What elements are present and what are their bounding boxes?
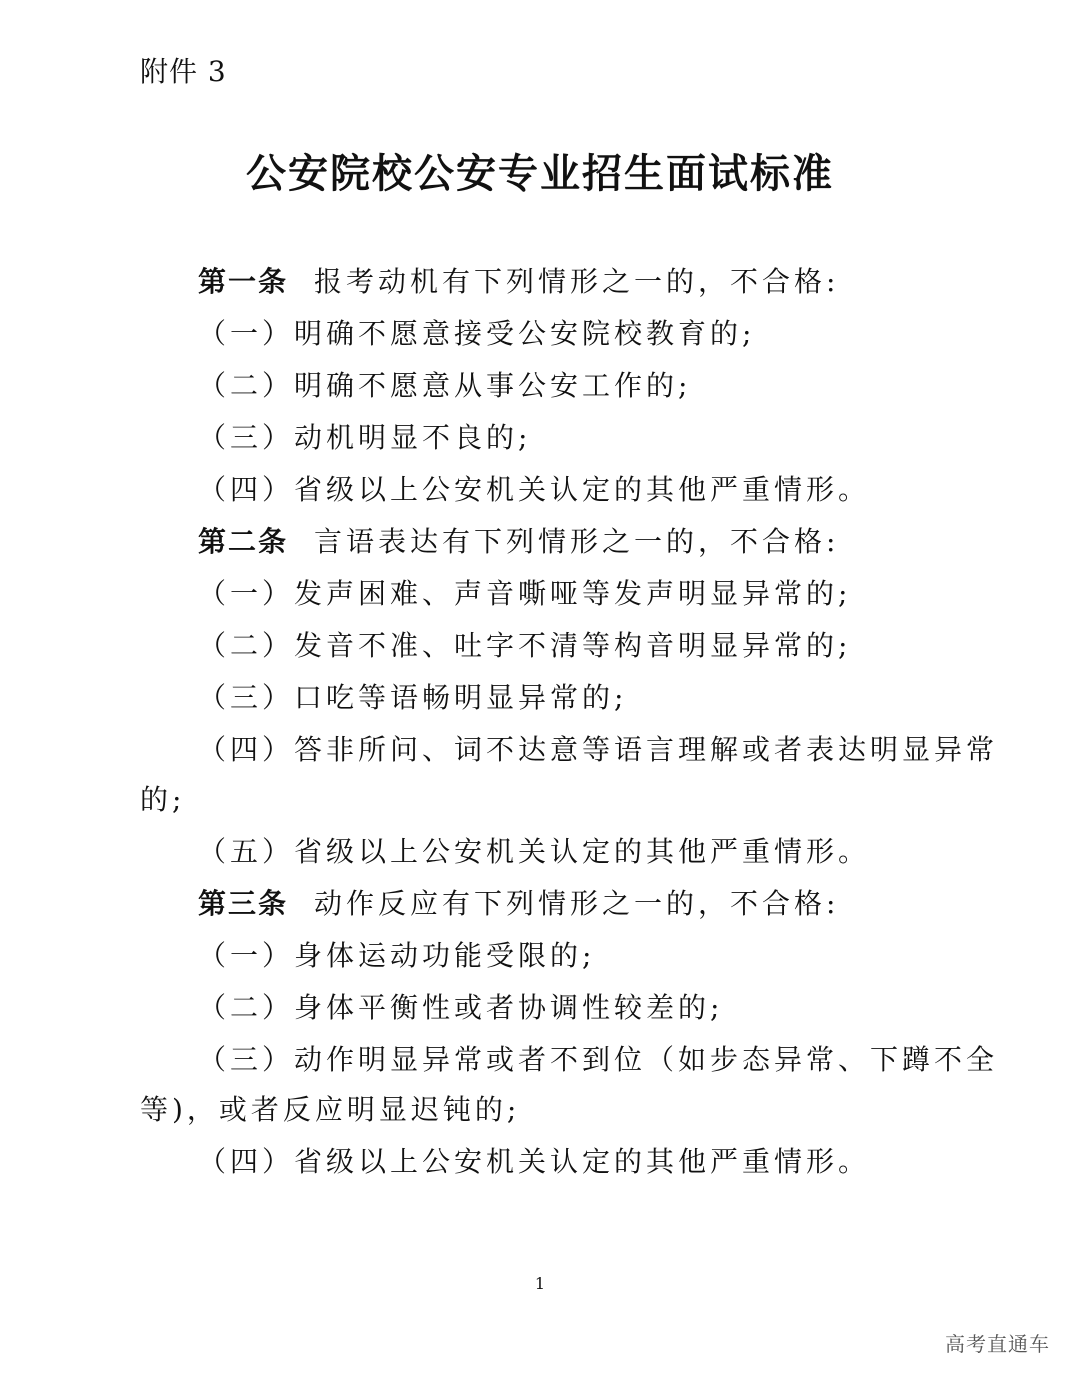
article-3-item-4: （四）省级以上公安机关认定的其他严重情形。 [198,1145,871,1178]
article-3-item-2: （二）身体平衡性或者协调性较差的; [198,991,724,1024]
article-1-item-1: （一）明确不愿意接受公安院校教育的; [198,317,756,350]
article-3-heading: 第三条 [198,887,289,920]
article-1-item-4: （四）省级以上公安机关认定的其他严重情形。 [198,473,871,506]
page-number: 1 [534,1274,546,1293]
watermark: 高考直通车 [945,1332,1050,1356]
article-2-item-5: （五）省级以上公安机关认定的其他严重情形。 [198,835,871,868]
article-2-item-4: （四）答非所问、词不达意等语言理解或者表达明显异常 [198,733,999,766]
article-1-lead [198,262,930,302]
article-3-item-3-continued: 等)，或者反应明显迟钝的; [140,1093,521,1126]
article-2-item-4-continued: 的; [140,783,186,816]
article-2-lead-text: 言语表达有下列情形之一的，不合格: [314,525,840,558]
document-title: 公安院校公安专业招生面试标准 [246,151,834,197]
article-2-heading: 第二条 [198,525,289,558]
article-2-lead [198,522,930,562]
attachment-label: 附件 3 [140,55,227,88]
article-2-item-2: （二）发音不准、吐字不清等构音明显异常的; [198,629,852,662]
article-3-item-1: （一）身体运动功能受限的; [198,939,596,972]
article-2-item-1: （一）发声困难、声音嘶哑等发声明显异常的; [198,577,852,610]
article-3-lead-text: 动作反应有下列情形之一的，不合格: [314,887,840,920]
article-1-item-2: （二）明确不愿意从事公安工作的; [198,369,692,402]
article-3-lead [198,884,930,924]
article-1-item-3: （三）动机明显不良的; [198,421,532,454]
article-3-item-3: （三）动作明显异常或者不到位（如步态异常、下蹲不全 [198,1043,999,1076]
article-1-lead-text: 报考动机有下列情形之一的，不合格: [314,265,840,298]
article-1-heading: 第一条 [198,265,289,298]
article-2-item-3: （三）口吃等语畅明显异常的; [198,681,628,714]
